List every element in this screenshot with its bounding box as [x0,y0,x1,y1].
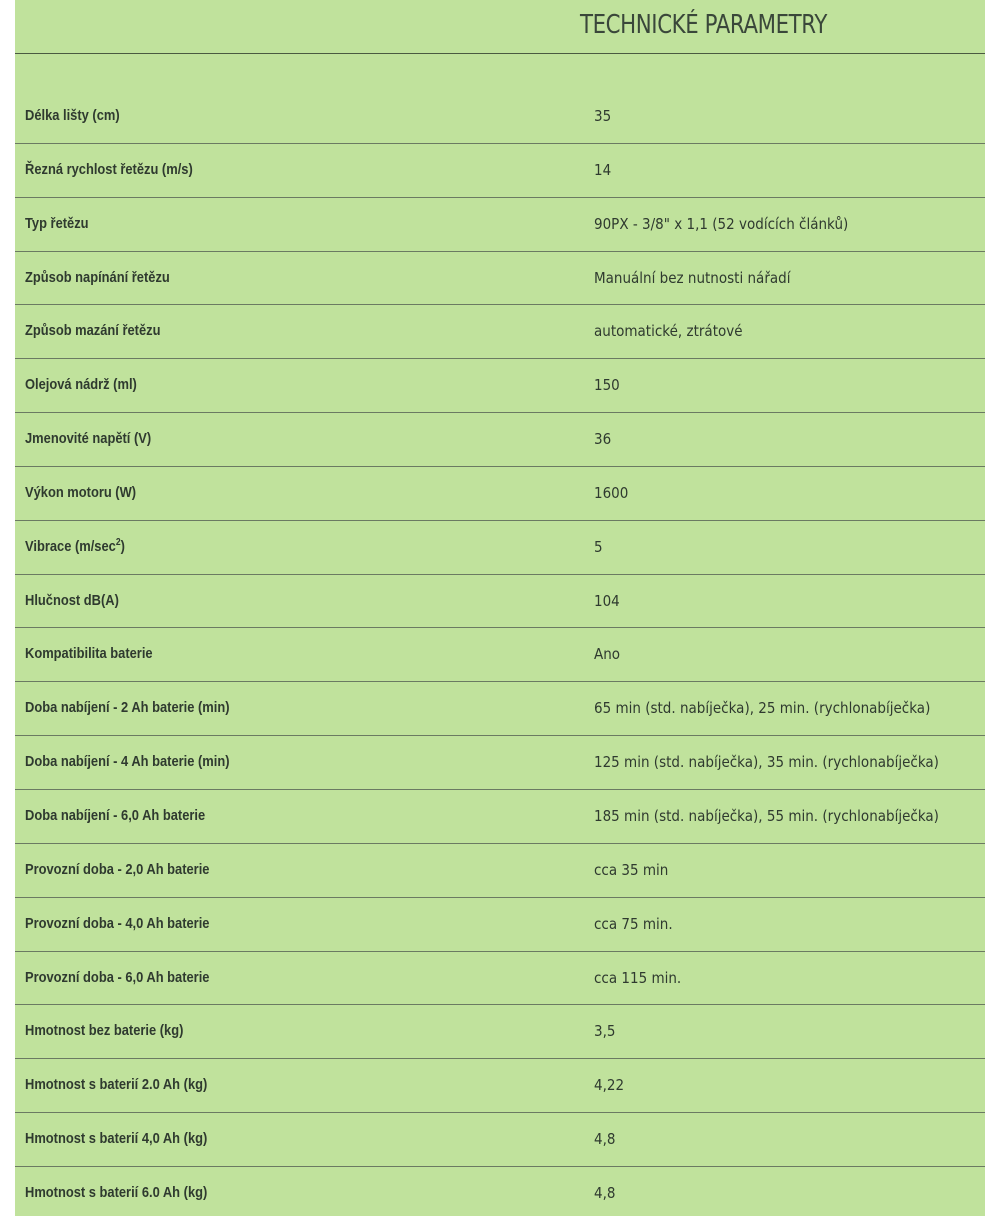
param-value: Ano [594,645,621,664]
table-row [15,467,985,521]
param-value: 14 [594,160,612,179]
param-value: 65 min (std. nabíječka), 25 min. (rychlonabíječka) [594,699,931,718]
table-row [15,413,985,467]
param-label: Hmotnost s baterií 6.0 Ah (kg) [25,1183,208,1201]
param-label: Provozní doba - 4,0 Ah baterie [25,914,210,932]
table-row [15,90,985,144]
table-row [15,952,985,1006]
param-label: Jmenovité napětí (V) [25,430,152,448]
param-label: Doba nabíjení - 4 Ah baterie (min) [25,753,230,771]
param-label: Provozní doba - 6,0 Ah baterie [25,968,210,986]
table-row [15,305,985,359]
param-value: 4,22 [594,1076,625,1095]
param-value: 185 min (std. nabíječka), 55 min. (rychlonabíječka) [594,806,939,825]
param-label: Výkon motoru (W) [25,483,137,501]
param-value: cca 75 min. [594,914,673,933]
param-value: cca 115 min. [594,968,682,987]
param-value: 35 [594,107,612,125]
param-value: 90PX - 3/8" x 1,1 (52 vodících článků) [594,214,849,233]
table-row [15,252,985,306]
param-value: 104 [594,591,620,610]
param-label: Doba nabíjení - 6,0 Ah baterie [25,806,206,824]
param-value: 3,5 [594,1022,616,1041]
tech-params-panel [15,0,985,1216]
param-label [25,538,125,555]
param-value: 4,8 [594,1183,616,1202]
param-label-text: Vibrace (m/sec [25,537,116,555]
table-row [15,198,985,252]
param-value: 150 [594,376,620,395]
param-value: 36 [594,430,612,449]
param-label: Způsob napínání řetězu [25,268,170,286]
table-row [15,1005,985,1059]
param-label-suffix: ) [120,537,125,555]
param-label: Řezná rychlost řetězu (m/s) [25,160,193,178]
table-row [15,682,985,736]
table-row [15,1167,985,1216]
param-label: Doba nabíjení - 2 Ah baterie (min) [25,699,230,717]
param-value: automatické, ztrátové [594,322,743,341]
param-value: 4,8 [594,1130,616,1149]
param-value: 125 min (std. nabíječka), 35 min. (rychlonabíječka) [594,753,939,772]
table-row [15,1113,985,1167]
table-row [15,1059,985,1113]
param-label: Hmotnost bez baterie (kg) [25,1022,184,1040]
param-label: Provozní doba - 2,0 Ah baterie [25,860,210,878]
param-label-superscript: 2 [115,536,121,548]
param-value: 1600 [594,483,629,502]
param-label: Hmotnost s baterií 2.0 Ah (kg) [25,1076,208,1094]
table-row [15,359,985,413]
param-label: Způsob mazání řetězu [25,322,161,340]
table-row [15,144,985,198]
param-label: Olejová nádrž (ml) [25,376,137,394]
param-value: cca 35 min [594,860,669,879]
section-title: TECHNICKÉ PARAMETRY [580,10,827,40]
table-row [15,736,985,790]
param-value: Manuální bez nutnosti nářadí [594,268,791,287]
param-label: Hlučnost dB(A) [25,591,119,609]
table-row [15,628,985,682]
param-label: Délka lišty (cm) [25,107,120,124]
table-row [15,844,985,898]
param-label: Hmotnost s baterií 4,0 Ah (kg) [25,1130,208,1148]
table-row [15,575,985,629]
table-row [15,521,985,575]
param-value: 5 [594,537,603,556]
table-row [15,790,985,844]
param-label: Typ řetězu [25,214,89,232]
param-label: Kompatibilita baterie [25,645,153,663]
section-heading-bar [15,0,985,54]
table-row [15,898,985,952]
params-table [15,90,985,1216]
